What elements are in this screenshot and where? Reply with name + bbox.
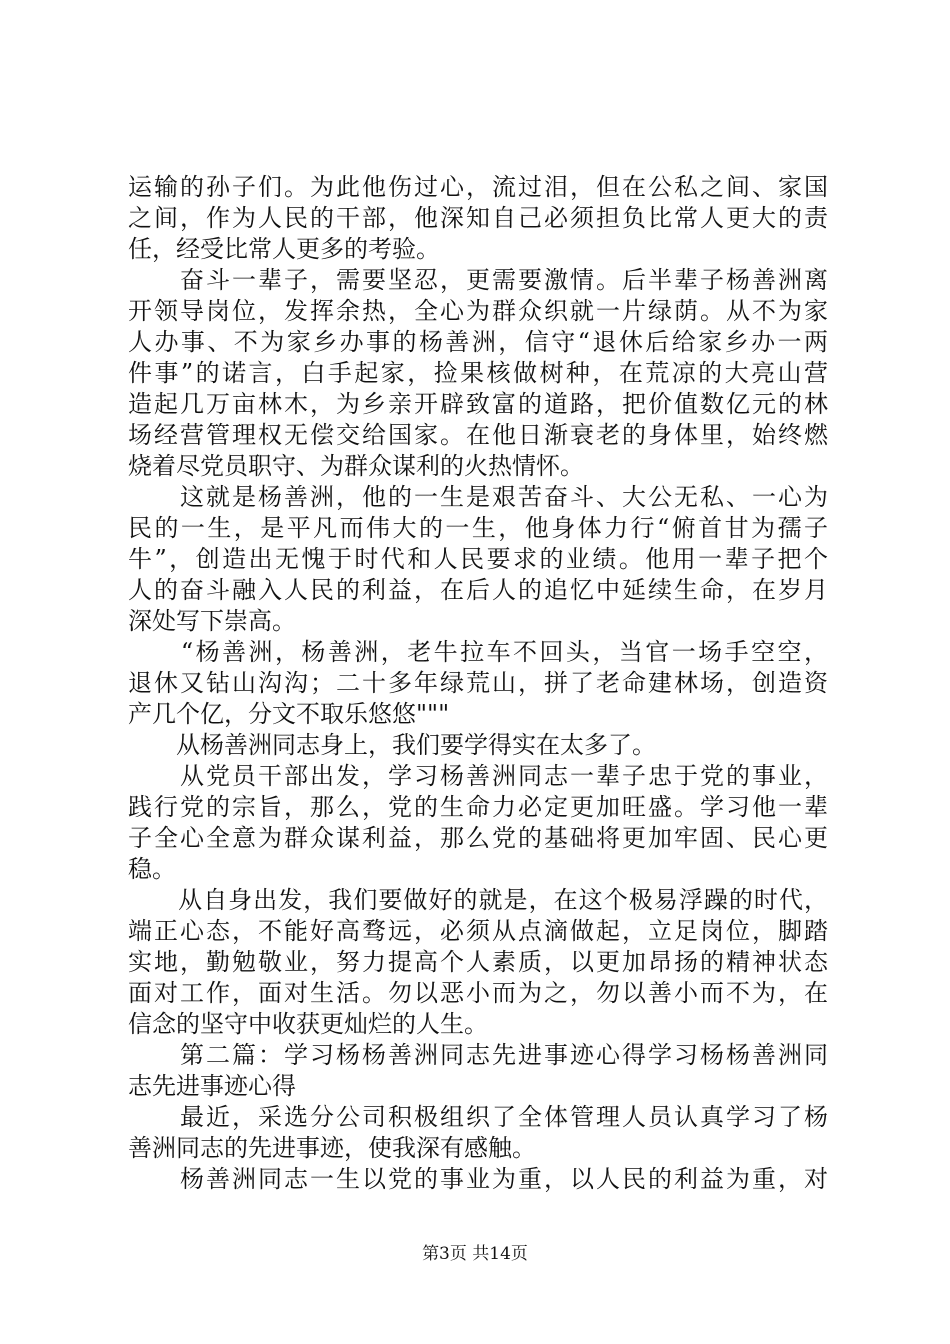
page-footer: 第3页 共14页 xyxy=(422,1244,528,1264)
text-line: 运输的孙子们。为此他伤过心，流过泪，但在公私之间、家国 xyxy=(128,173,828,201)
text-line: 人的奋斗融入人民的利益，在后人的追忆中延续生命，在岁月 xyxy=(128,576,828,604)
text-line: 杨善洲同志一生以党的事业为重，以人民的利益为重，对 xyxy=(128,1165,828,1193)
text-line: 牛”，创造出无愧于时代和人民要求的业绩。他用一辈子把个 xyxy=(128,545,828,573)
text-line: 从杨善洲同志身上，我们要学得实在太多了。 xyxy=(128,731,656,759)
text-line: 退休又钻山沟沟；二十多年绿荒山，拼了老命建林场，创造资 xyxy=(128,669,828,697)
text-line: 端正心态，不能好高骛远，必须从点滴做起，立足岗位，脚踏 xyxy=(128,917,828,945)
text-line: 人办事、不为家乡办事的杨善洲，信守“退休后给家乡办一两 xyxy=(128,328,828,356)
text-line: 民的一生，是平凡而伟大的一生，他身体力行“俯首甘为孺子 xyxy=(128,514,828,542)
text-line: 践行党的宗旨，那么，党的生命力必定更加旺盛。学习他一辈 xyxy=(128,793,828,821)
text-line: 深处写下崇高。 xyxy=(128,607,296,635)
text-line: 最近，采选分公司积极组织了全体管理人员认真学习了杨 xyxy=(128,1103,828,1131)
text-line: 实地，勤勉敬业，努力提高个人素质，以更加昂扬的精神状态 xyxy=(128,948,828,976)
body-text xyxy=(128,172,828,1195)
text-line: 之间，作为人民的干部，他深知自己必须担负比常人更大的责 xyxy=(128,204,828,232)
text-line: 奋斗一辈子，需要坚忍，更需要激情。后半辈子杨善洲离 xyxy=(128,266,828,294)
text-line: 从自身出发，我们要做好的就是，在这个极易浮躁的时代， xyxy=(128,886,828,914)
text-line: 产几个亿，分文不取乐悠悠""" xyxy=(128,700,450,728)
text-line: 面对工作，面对生活。勿以恶小而为之，勿以善小而不为，在 xyxy=(128,979,828,1007)
text-line: 件事”的诺言，白手起家，捡果核做树种，在荒凉的大亮山营 xyxy=(128,359,828,387)
text-line: 善洲同志的先进事迹，使我深有感触。 xyxy=(128,1134,536,1162)
text-line: 开领导岗位，发挥余热，全心为群众织就一片绿荫。从不为家 xyxy=(128,297,828,325)
text-line: “杨善洲，杨善洲，老牛拉车不回头，当官一场手空空， xyxy=(128,638,828,666)
text-line: 稳。 xyxy=(128,855,176,883)
text-line: 信念的坚守中收获更灿烂的人生。 xyxy=(128,1010,488,1038)
text-line: 这就是杨善洲，他的一生是艰苦奋斗、大公无私、一心为 xyxy=(128,483,828,511)
text-line: 烧着尽党员职守、为群众谋利的火热情怀。 xyxy=(128,452,584,480)
text-line: 子全心全意为群众谋利益，那么党的基础将更加牢固、民心更 xyxy=(128,824,828,852)
text-line: 从党员干部出发，学习杨善洲同志一辈子忠于党的事业， xyxy=(128,762,828,790)
text-line: 造起几万亩林木，为乡亲开辟致富的道路，把价值数亿元的林 xyxy=(128,390,828,418)
text-line: 场经营管理权无偿交给国家。在他日渐衰老的身体里，始终燃 xyxy=(128,421,828,449)
text-line: 第二篇：学习杨杨善洲同志先进事迹心得学习杨杨善洲同 xyxy=(128,1041,828,1069)
text-line: 任，经受比常人更多的考验。 xyxy=(128,235,440,263)
text-line: 志先进事迹心得 xyxy=(128,1072,296,1100)
